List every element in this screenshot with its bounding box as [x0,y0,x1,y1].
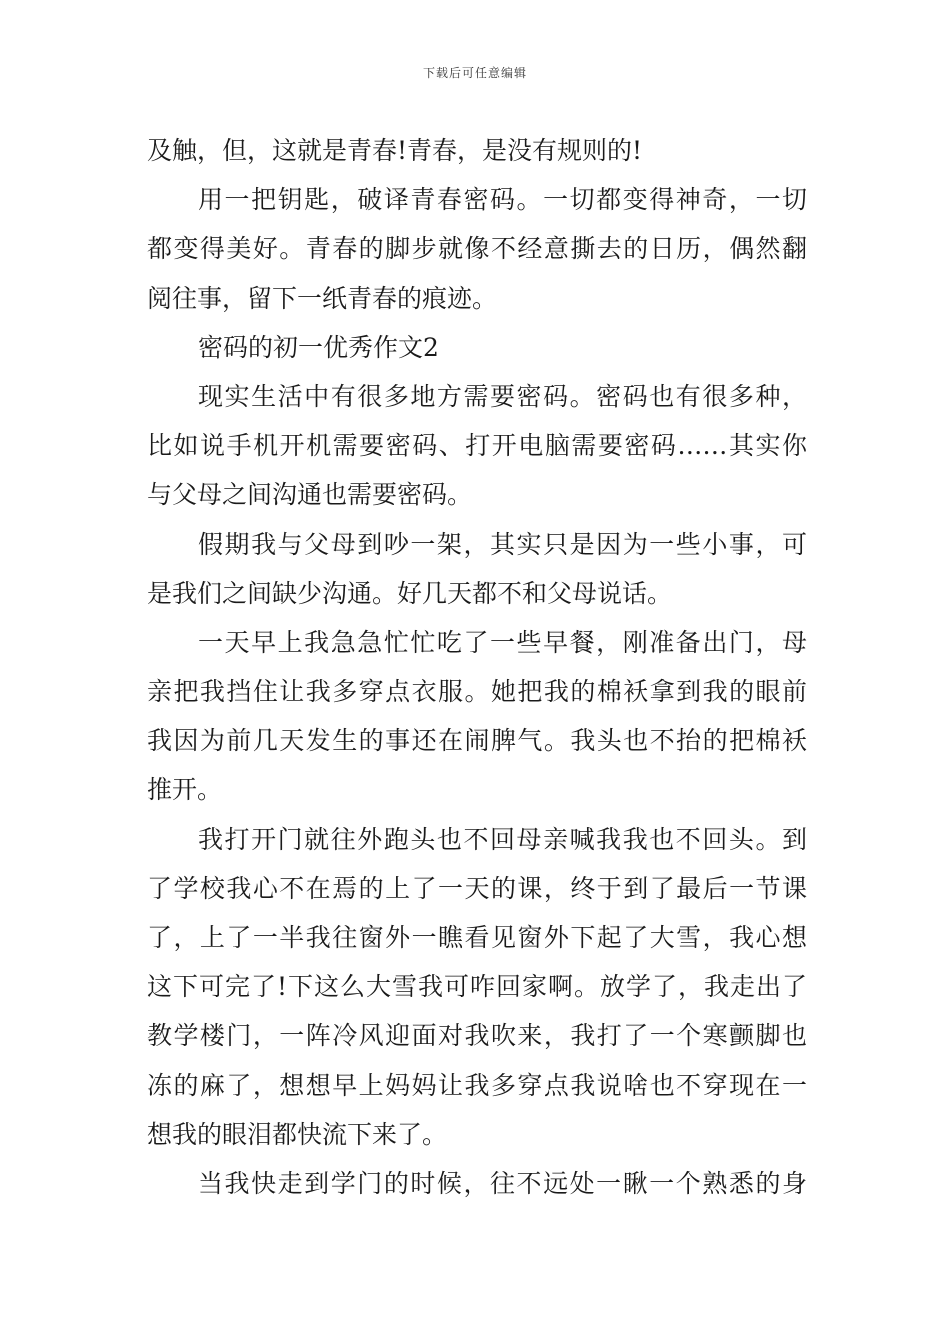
text-line: 当我快走到学门的时候，往不远处一瞅一个熟悉的身 [198,1168,807,1198]
text-line: 都变得美好。青春的脚步就像不经意撕去的日历，偶然翻 [147,234,807,264]
section-heading: 密码的初一优秀作文2 [198,332,439,362]
text-line: 想我的眼泪都快流下来了。 [147,1119,448,1149]
document-body [147,126,807,1208]
text-line: 推开。 [147,775,223,805]
text-line: 教学楼门，一阵冷风迎面对我吹来，我打了一个寒颤脚也 [147,1021,807,1051]
text-line: 亲把我挡住让我多穿点衣服。她把我的棉袄拿到我的眼前 [147,677,807,707]
text-line: 假期我与父母到吵一架，其实只是因为一些小事，可 [198,529,807,559]
text-line: 用一把钥匙，破译青春密码。一切都变得神奇，一切 [198,185,807,215]
text-line: 与父母之间沟通也需要密码。 [147,480,473,510]
text-line: 及触，但，这就是青春!青春，是没有规则的! [147,136,643,165]
text-line: 我因为前几天发生的事还在闹脾气。我头也不抬的把棉袄 [147,726,807,756]
text-line: 冻的麻了，想想早上妈妈让我多穿点我说啥也不穿现在一 [147,1070,807,1100]
text-line: 这下可完了!下这么大雪我可咋回家啊。放学了，我走出了 [147,972,807,1002]
text-line: 了，上了一半我往窗外一瞧看见窗外下起了大雪，我心想 [147,923,807,952]
text-line: 了学校我心不在焉的上了一天的课，终于到了最后一节课 [147,873,807,903]
text-line: 阅往事，留下一纸青春的痕迹。 [147,283,498,313]
text-line: 现实生活中有很多地方需要密码。密码也有很多种， [198,381,807,411]
page-header: 下载后可任意编辑 [422,66,527,80]
text-line: 是我们之间缺少沟通。好几天都不和父母说话。 [147,578,673,608]
text-line: 一天早上我急急忙忙吃了一些早餐，刚准备出门，母 [198,627,807,657]
text-line: 比如说手机开机需要密码、打开电脑需要密码……其实你 [147,431,807,461]
text-line: 我打开门就往外跑头也不回母亲喊我我也不回头。到 [198,824,807,854]
